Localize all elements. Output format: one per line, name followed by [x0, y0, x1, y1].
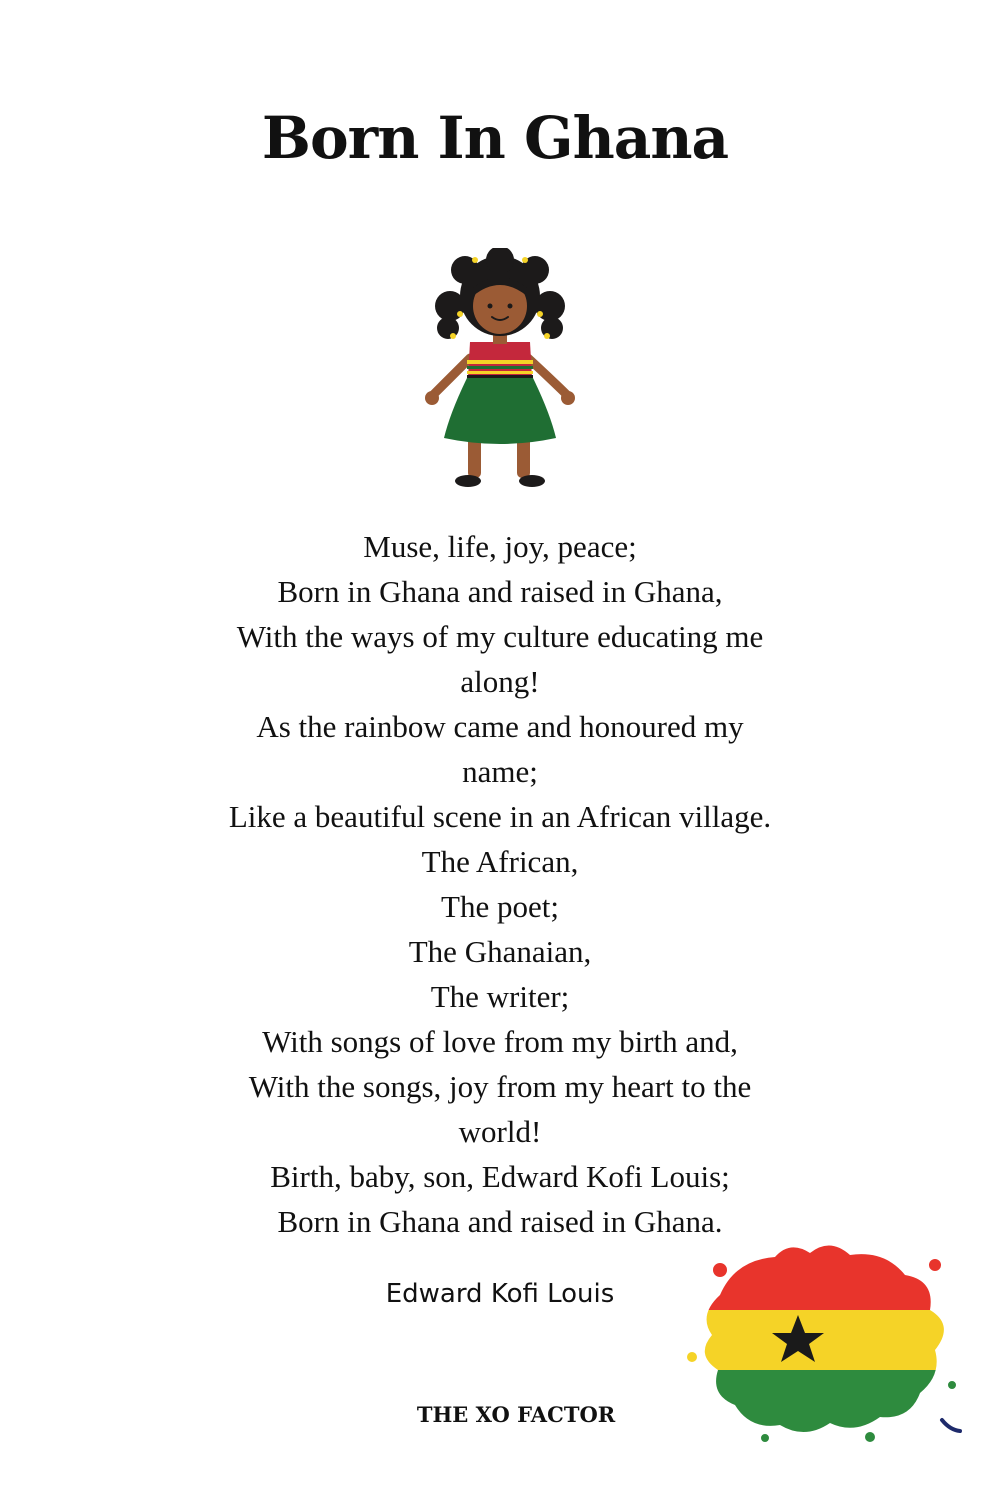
poem-line: Like a beautiful scene in an African village. [228, 799, 772, 834]
poem-line: With the ways of my culture educating me [236, 619, 764, 654]
poem-title: Born In Ghana [261, 104, 729, 172]
poem-line: The Ghanaian, [408, 934, 592, 969]
poem-line: Muse, life, joy, peace; [363, 529, 637, 564]
girl-icon [420, 248, 580, 498]
brand-label: THE XO FACTOR [416, 1402, 616, 1427]
poem-body [150, 524, 850, 1244]
poem-line: name; [462, 754, 538, 789]
poem-line: The poet; [441, 889, 559, 924]
poem-line: The writer; [430, 979, 570, 1014]
poem-line: With the songs, joy from my heart to the [248, 1069, 752, 1104]
poem-line: Birth, baby, son, Edward Kofi Louis; [270, 1159, 730, 1194]
poem-line: along! [460, 664, 540, 699]
poem-line: With songs of love from my birth and, [262, 1024, 738, 1059]
poem-author: Edward Kofi Louis [385, 1279, 615, 1309]
poem-line: Born in Ghana and raised in Ghana, [277, 574, 723, 609]
ghana-flag-splash-icon [680, 1235, 970, 1445]
poem-line: Born in Ghana and raised in Ghana. [277, 1204, 723, 1239]
poem-line: The African, [421, 844, 579, 879]
poem-line: As the rainbow came and honoured my [256, 709, 744, 744]
poem-line: world! [458, 1114, 542, 1149]
